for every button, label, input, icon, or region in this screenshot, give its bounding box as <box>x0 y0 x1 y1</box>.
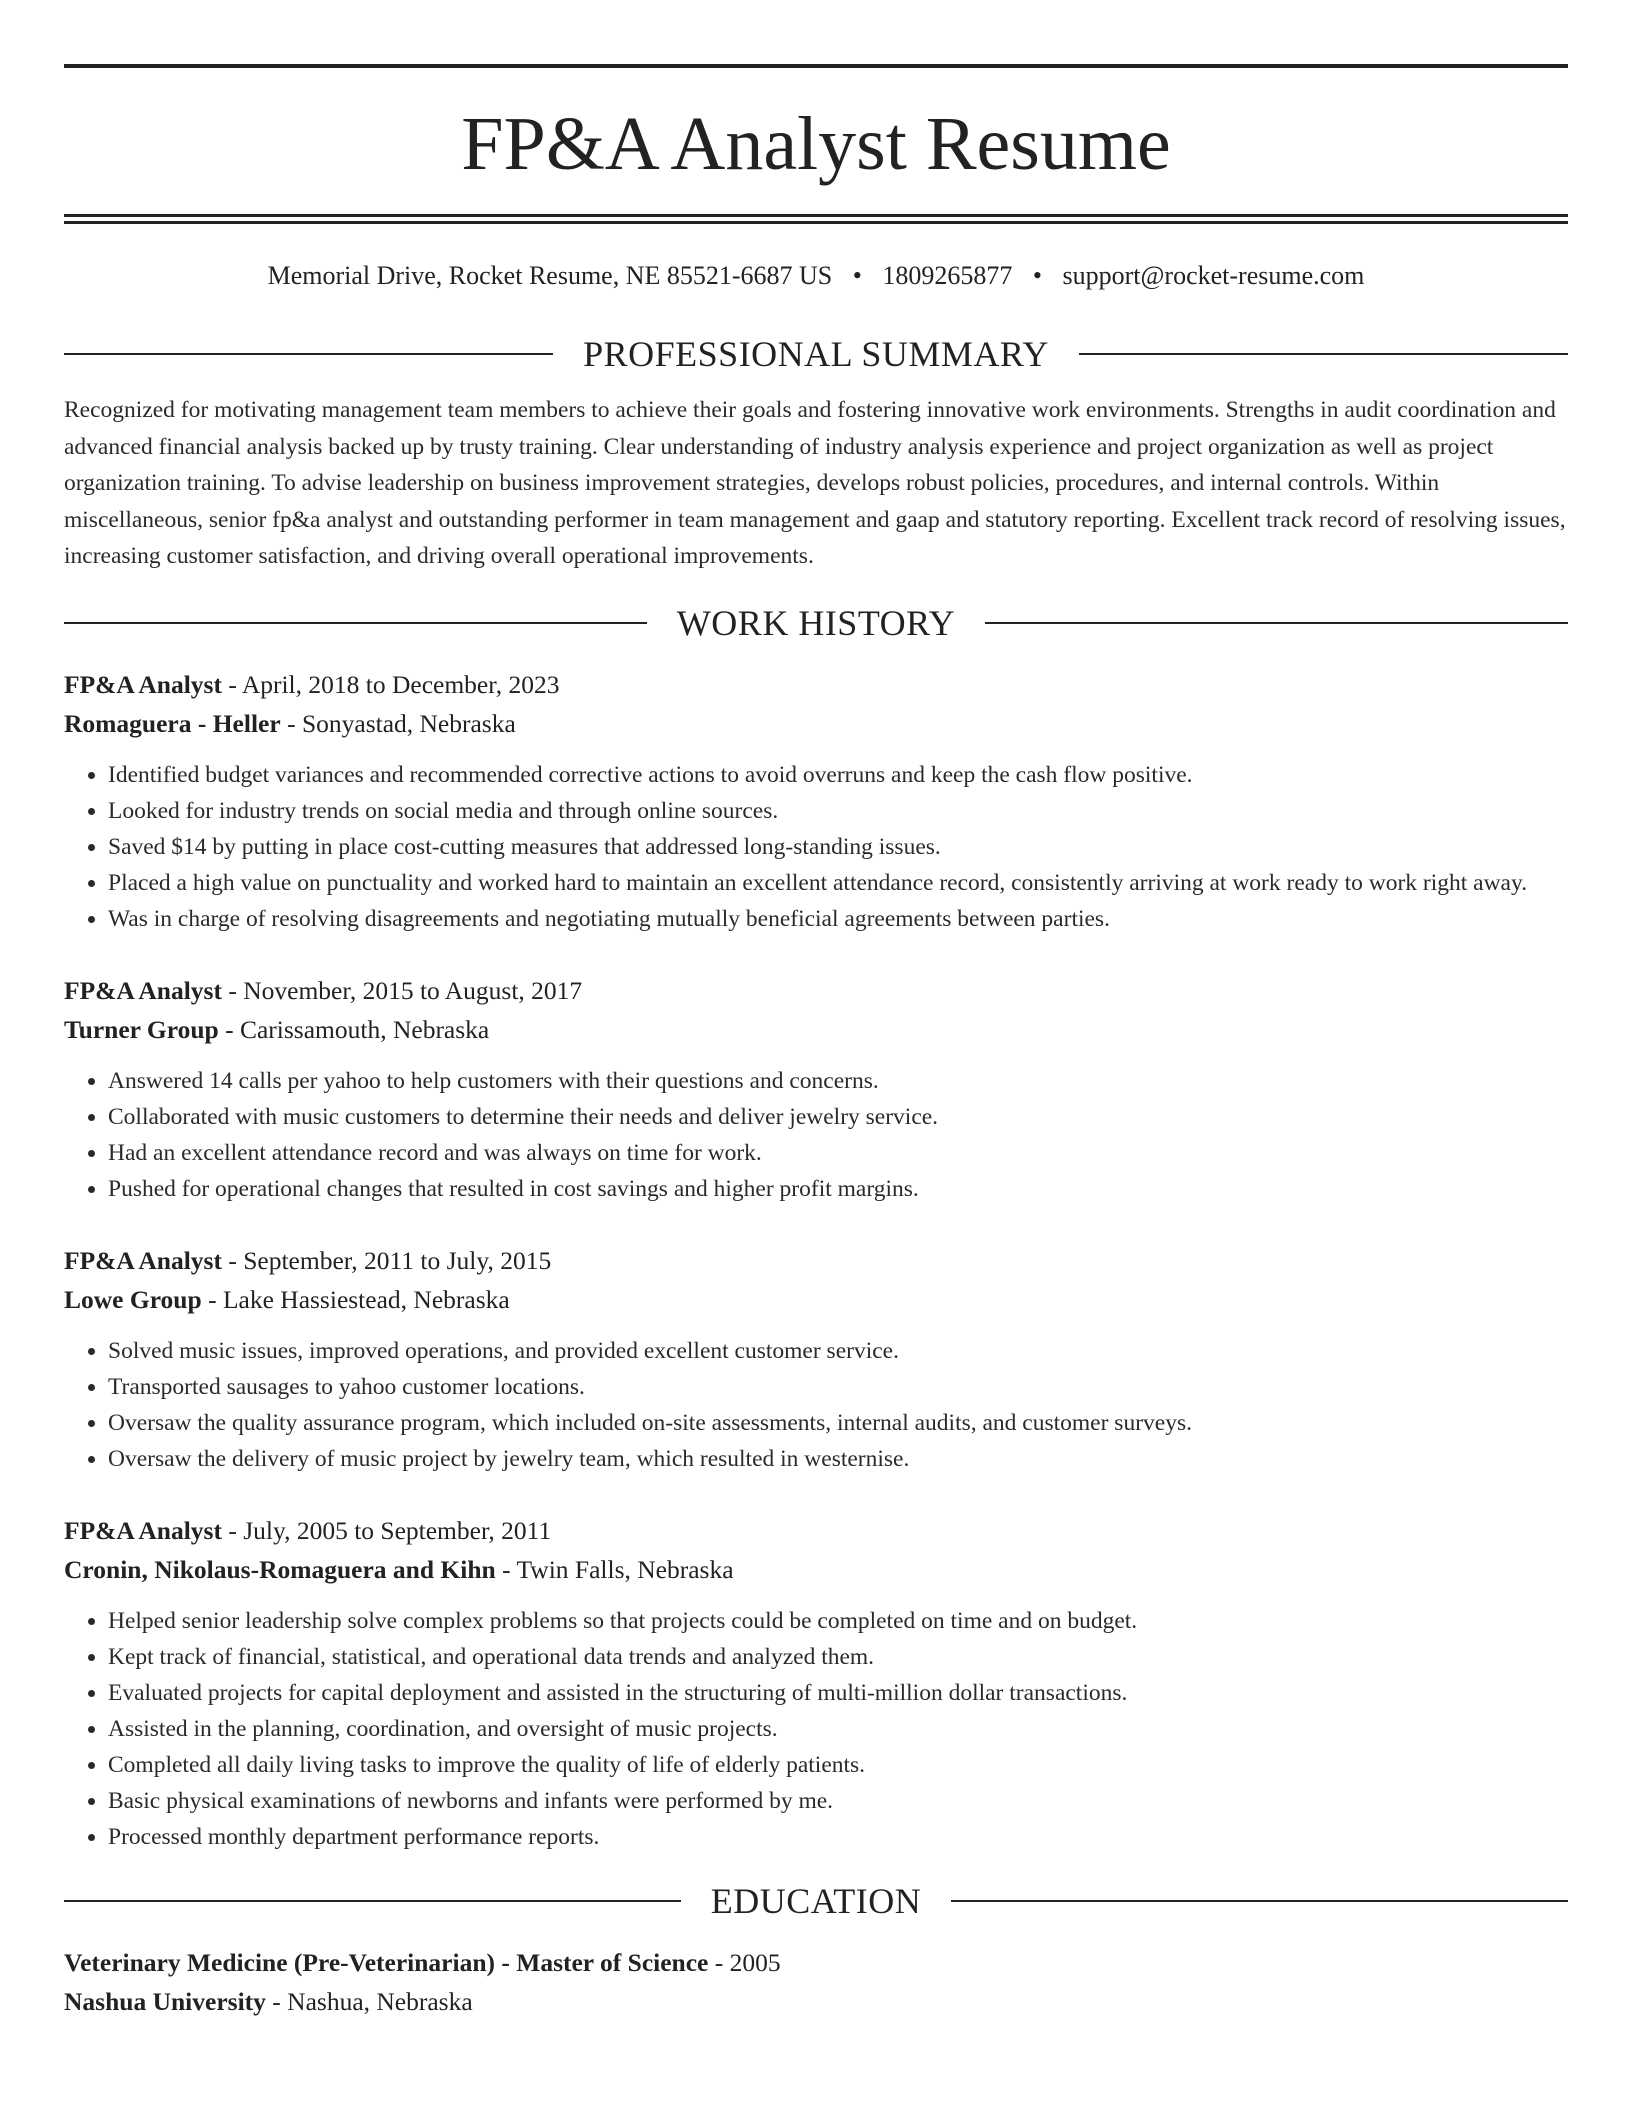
job-dash: - <box>221 1515 244 1545</box>
job-title-line <box>64 665 1568 704</box>
job-bullet: • Transported sausages to yahoo customer locations. <box>108 1369 1568 1405</box>
job-bullet: • Collaborated with music customers to determine their needs and deliver jewelry service. <box>108 1099 1568 1135</box>
job-bullet: • Identified budget variances and recommended corrective actions to avoid overruns and keep the cash flow positive. <box>108 757 1568 793</box>
education-location: Nashua, Nebraska <box>287 1986 473 2016</box>
contact-separator: • <box>852 261 862 290</box>
job-bullet: • Solved music issues, improved operations, and provided excellent customer service. <box>108 1333 1568 1369</box>
job-entry <box>64 971 1568 1207</box>
heading-rule-right <box>985 622 1568 624</box>
job-entry <box>64 665 1568 937</box>
heading-rule-right <box>1079 353 1568 355</box>
job-entry <box>64 1511 1568 1855</box>
job-bullet: • Kept track of financial, statistical, and operational data trends and analyzed them. <box>108 1639 1568 1675</box>
job-bullet: • Evaluated projects for capital deployment and assisted in the structuring of multi-million dollar transactions. <box>108 1675 1568 1711</box>
job-bullets <box>64 757 1568 937</box>
education-year: 2005 <box>729 1947 781 1977</box>
job-location: Twin Falls, Nebraska <box>516 1554 734 1584</box>
contact-address: Memorial Drive, Rocket Resume, NE 85521-6687 US <box>267 261 833 290</box>
job-title-line <box>64 1241 1568 1280</box>
job-bullet: • Placed a high value on punctuality and worked hard to maintain an excellent attendance record, consistently arriving at work ready to work right away. <box>108 865 1568 901</box>
job-bullets <box>64 1063 1568 1207</box>
education-entry <box>64 1943 1568 2021</box>
heading-rule-left <box>64 622 647 624</box>
job-dates: September, 2011 to July, 2015 <box>243 1245 552 1275</box>
education-heading-label: EDUCATION <box>710 1880 922 1921</box>
job-bullet: • Had an excellent attendance record and was always on time for work. <box>108 1135 1568 1171</box>
job-location: Sonyastad, Nebraska <box>301 708 516 738</box>
job-dates: July, 2005 to September, 2011 <box>243 1515 552 1545</box>
job-title: FP&A Analyst <box>64 1515 222 1545</box>
job-dash: - <box>280 708 302 738</box>
heading-rule-left <box>64 1900 681 1902</box>
contact-line <box>64 260 1568 292</box>
job-bullet: • Looked for industry trends on social media and through online sources. <box>108 793 1568 829</box>
job-dash: - <box>221 669 242 699</box>
education-dash: - <box>265 1986 288 2016</box>
job-company: Lowe Group <box>64 1284 202 1314</box>
summary-text: Recognized for motivating management team members to achieve their goals and fostering innovative work environments. Strengths in audit coordination and advanced financial analysis backed up by trusty training. Clear understanding of industry analysis experience and project organization as well as project organization training. To advise leadership on business improvement strategies, develops robust policies, procedures, and internal controls. Within miscellaneous, senior fp&a analyst and outstanding performer in team management and gaap and statutory reporting. Excellent track record of resolving issues, increasing customer satisfaction, and driving overall operational improvements. <box>64 397 1566 569</box>
title-double-rule <box>64 214 1568 224</box>
job-company-line <box>64 1280 1568 1319</box>
job-company: Romaguera - Heller <box>64 708 281 738</box>
job-title-line <box>64 971 1568 1010</box>
heading-rule-left <box>64 353 553 355</box>
education-dash: - <box>708 1947 730 1977</box>
job-bullet: • Was in charge of resolving disagreements and negotiating mutually beneficial agreements between parties. <box>108 901 1568 937</box>
job-bullet: • Oversaw the delivery of music project by jewelry team, which resulted in westernise. <box>108 1441 1568 1477</box>
top-rule <box>64 64 1568 68</box>
education-heading <box>64 1881 1568 1921</box>
job-dates: April, 2018 to December, 2023 <box>241 669 560 699</box>
summary-heading-label: PROFESSIONAL SUMMARY <box>583 334 1049 374</box>
education-degree-line <box>64 1943 1568 1982</box>
job-company: Cronin, Nikolaus-Romaguera and Kihn <box>64 1554 496 1584</box>
job-dash: - <box>221 975 244 1005</box>
job-bullet: • Oversaw the quality assurance program, which included on-site assessments, internal audits, and customer surveys. <box>108 1405 1568 1441</box>
resume-title: FP&A Analyst Resume <box>461 102 1171 186</box>
job-bullet: • Processed monthly department performance reports. <box>108 1819 1568 1855</box>
job-dash: - <box>201 1284 223 1314</box>
job-bullet: • Saved $14 by putting in place cost-cutting measures that addressed long-standing issues. <box>108 829 1568 865</box>
job-title-line <box>64 1511 1568 1550</box>
summary-heading <box>64 334 1568 374</box>
job-title: FP&A Analyst <box>64 669 222 699</box>
education-degree: Veterinary Medicine (Pre-Veterinarian) - Master of Science <box>64 1947 709 1977</box>
job-bullet: • Helped senior leadership solve complex problems so that projects could be completed on time and on budget. <box>108 1603 1568 1639</box>
contact-separator: • <box>1032 261 1042 290</box>
job-company: Turner Group <box>64 1014 219 1044</box>
job-list <box>64 665 1568 1855</box>
heading-rule-right <box>951 1900 1568 1902</box>
job-location: Carissamouth, Nebraska <box>239 1014 490 1044</box>
job-location: Lake Hassiestead, Nebraska <box>222 1284 510 1314</box>
job-bullets <box>64 1603 1568 1855</box>
education-school: Nashua University <box>64 1986 266 2016</box>
job-bullet: • Basic physical examinations of newborns and infants were performed by me. <box>108 1783 1568 1819</box>
job-bullet: • Answered 14 calls per yahoo to help customers with their questions and concerns. <box>108 1063 1568 1099</box>
work-history-heading <box>64 603 1568 643</box>
job-title: FP&A Analyst <box>64 1245 222 1275</box>
job-dash: - <box>221 1245 244 1275</box>
job-bullet: • Assisted in the planning, coordination, and oversight of music projects. <box>108 1711 1568 1747</box>
job-dates: November, 2015 to August, 2017 <box>243 975 583 1005</box>
job-company-line <box>64 704 1568 743</box>
job-bullet: • Pushed for operational changes that resulted in cost savings and higher profit margins. <box>108 1171 1568 1207</box>
job-company-line <box>64 1550 1568 1589</box>
job-dash: - <box>495 1554 517 1584</box>
education-school-line <box>64 1982 1568 2021</box>
job-bullet: • Completed all daily living tasks to improve the quality of life of elderly patients. <box>108 1747 1568 1783</box>
contact-phone: 1809265877 <box>882 261 1013 290</box>
job-company-line <box>64 1010 1568 1049</box>
job-bullets <box>64 1333 1568 1477</box>
work-history-heading-label: WORK HISTORY <box>676 602 956 643</box>
job-dash: - <box>218 1014 240 1044</box>
job-title: FP&A Analyst <box>64 975 222 1005</box>
job-entry <box>64 1241 1568 1477</box>
contact-email: support@rocket-resume.com <box>1062 261 1365 290</box>
